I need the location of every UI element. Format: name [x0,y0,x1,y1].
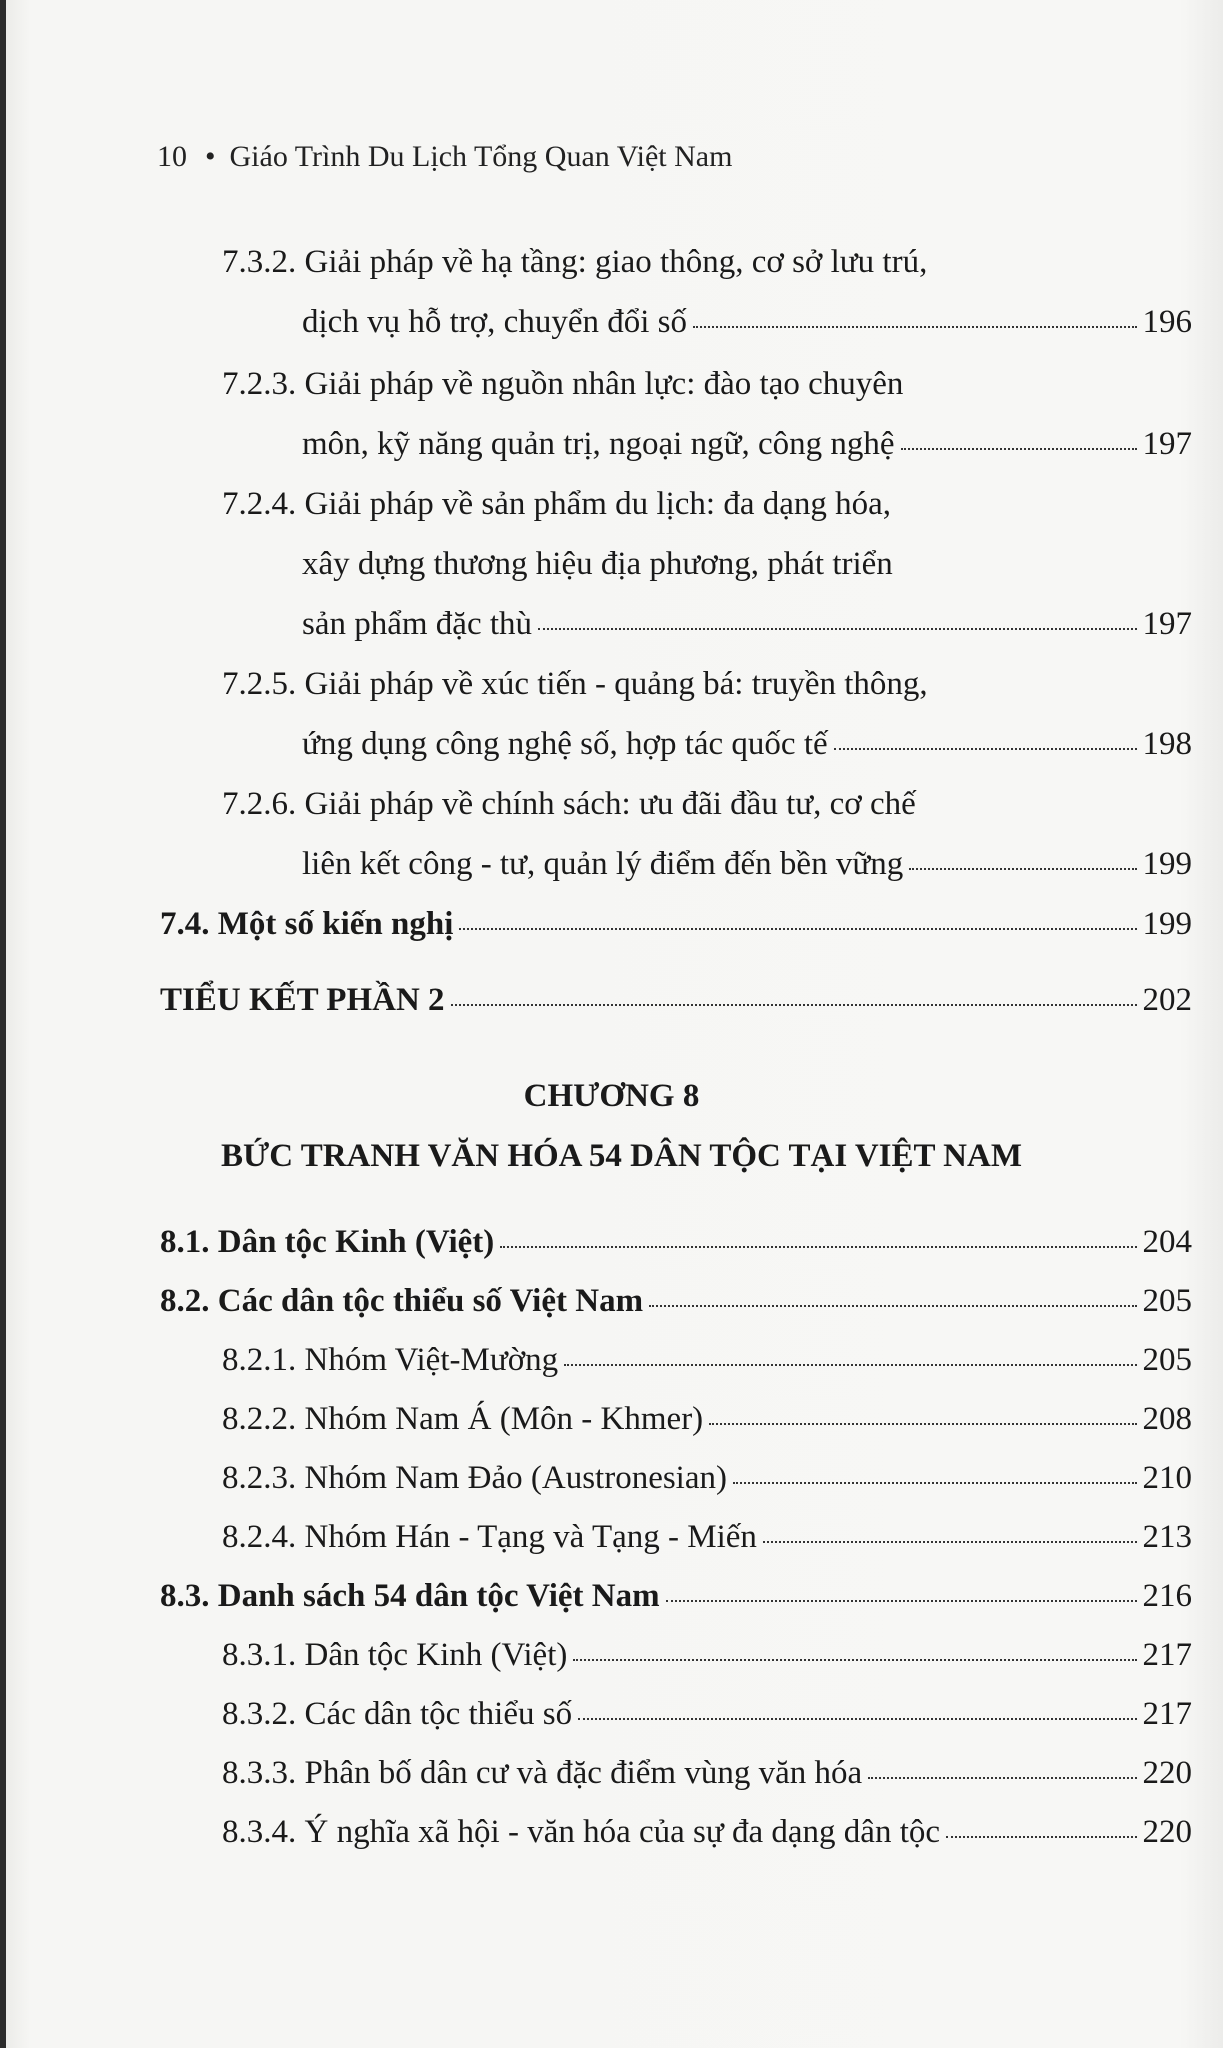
toc-section-entry: 7.4. Một số kiến nghị 199 [160,906,1192,942]
leader-dots [573,1659,1136,1661]
leader-dots [451,1004,1137,1006]
toc-page-number: 205 [1142,1283,1192,1319]
toc-entry-label: 8.1. Dân tộc Kinh (Việt) [160,1224,495,1260]
leader-dots [500,1246,1136,1248]
toc-section-entry [160,1222,1192,1262]
page-number: 10 [157,140,187,173]
running-header [157,140,732,174]
leader-dots [693,326,1137,328]
leader-dots [868,1777,1136,1779]
toc-subsection-entry [222,1399,1192,1439]
toc-entry-label: 8.3.2. Các dân tộc thiểu số [222,1696,573,1732]
toc-page-number: 204 [1142,1224,1192,1260]
toc-page-number: 198 [1142,726,1192,762]
toc-entry-line: 7.2.5. Giải pháp về xúc tiến - quảng bá: truyền thông, [222,666,928,702]
leader-dots [901,448,1137,450]
toc-page-number: 197 [1142,606,1192,642]
toc-page-number: 199 [1142,906,1192,942]
toc-subsection-entry [222,1340,1192,1380]
toc-page-number: 217 [1142,1637,1192,1673]
leader-dots [834,748,1137,750]
toc-page-number: 216 [1142,1578,1192,1614]
toc-page-number: 220 [1142,1755,1192,1791]
toc-page-number: 210 [1142,1460,1192,1496]
toc-subsection-entry [222,1753,1192,1793]
toc-subsection-entry [222,1635,1192,1675]
toc-entry-label: 8.3. Danh sách 54 dân tộc Việt Nam [160,1578,660,1614]
leader-dots [649,1305,1136,1307]
toc-summary-entry: TIỂU KẾT PHẦN 2 202 [160,982,1192,1018]
chapter-title: BỨC TRANH VĂN HÓA 54 DÂN TỘC TẠI VIỆT NAM [221,1138,1022,1174]
leader-dots [733,1482,1137,1484]
toc-section-entry [160,1576,1192,1616]
toc-page-number: 217 [1142,1696,1192,1732]
toc-subsection-entry [222,1458,1192,1498]
leader-dots [909,868,1136,870]
toc-entry-line: dịch vụ hỗ trợ, chuyển đổi số 196 [302,304,1192,340]
leader-dots [763,1541,1137,1543]
leader-dots [709,1423,1136,1425]
toc-entry-label: 8.2.1. Nhóm Việt-Mường [222,1342,559,1378]
toc-entry-line: ứng dụng công nghệ số, hợp tác quốc tế 198 [302,726,1192,762]
toc-section-entry [160,1281,1192,1321]
toc-page-number: 208 [1142,1401,1192,1437]
toc-page-number: 196 [1142,304,1192,340]
toc-entry-line: 7.2.3. Giải pháp về nguồn nhân lực: đào tạo chuyên [222,366,904,402]
toc-page-number: 199 [1142,846,1192,882]
toc-subsection-entry [222,1694,1192,1734]
leader-dots [459,928,1136,930]
toc-entry-line: môn, kỹ năng quản trị, ngoại ngữ, công nghệ 197 [302,426,1192,462]
toc-page-number: 202 [1142,982,1192,1018]
chapter-number: CHƯƠNG 8 [523,1078,700,1114]
bullet-icon: • [205,140,216,173]
toc-entry-line: liên kết công - tư, quản lý điểm đến bền vững 199 [302,846,1192,882]
toc-entry-line: 7.2.6. Giải pháp về chính sách: ưu đãi đầu tư, cơ chế [222,786,916,822]
book-title: Giáo Trình Du Lịch Tổng Quan Việt Nam [229,140,733,173]
toc-page-number: 213 [1142,1519,1192,1555]
toc-subsection-entry [222,1517,1192,1557]
leader-dots [946,1836,1136,1838]
leader-dots [578,1718,1136,1720]
toc-entry-line: 7.3.2. Giải pháp về hạ tầng: giao thông, cơ sở lưu trú, [222,244,928,280]
toc-page-number: 220 [1142,1814,1192,1850]
toc-entry-label: 8.3.1. Dân tộc Kinh (Việt) [222,1637,568,1673]
toc-entry-line: sản phẩm đặc thù 197 [302,606,1192,642]
toc-page-number: 197 [1142,426,1192,462]
leader-dots [564,1364,1136,1366]
toc-entry-line: 7.2.4. Giải pháp về sản phẩm du lịch: đa dạng hóa, [222,486,892,522]
leader-dots [666,1600,1137,1602]
toc-entry-line: xây dựng thương hiệu địa phương, phát triển [302,546,893,582]
toc-entry-label: 8.3.3. Phân bố dân cư và đặc điểm vùng văn hóa [222,1755,863,1791]
toc-entry-label: 8.2.2. Nhóm Nam Á (Môn - Khmer) [222,1401,704,1437]
toc-page-number: 205 [1142,1342,1192,1378]
leader-dots [538,628,1136,630]
toc-subsection-entry [222,1812,1192,1852]
toc-entry-label: 8.2.3. Nhóm Nam Đảo (Austronesian) [222,1460,727,1496]
toc-entry-label: 8.2. Các dân tộc thiểu số Việt Nam [160,1283,644,1319]
page-binding-edge [0,0,6,2048]
toc-entry-label: 8.2.4. Nhóm Hán - Tạng và Tạng - Miến [222,1519,757,1555]
toc-entry-label: 8.3.4. Ý nghĩa xã hội - văn hóa của sự đa dạng dân tộc [222,1814,941,1850]
